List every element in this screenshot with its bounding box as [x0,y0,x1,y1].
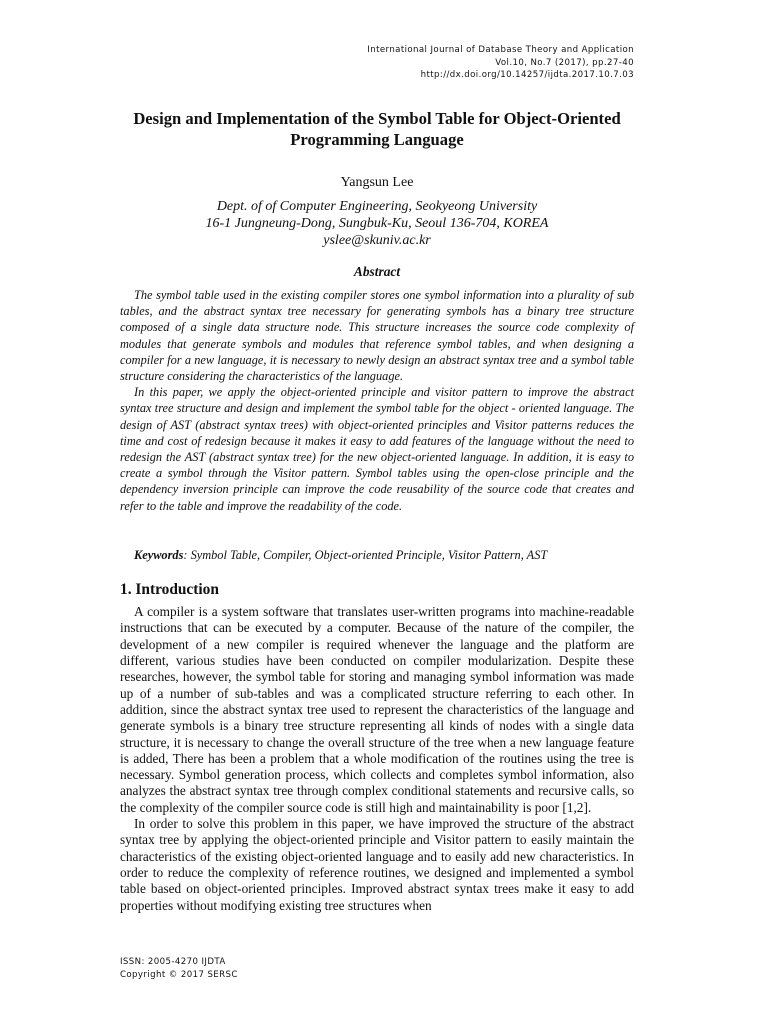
footer-copyright: Copyright © 2017 SERSC [120,970,238,980]
abstract-body [120,287,634,514]
footer-issn: ISSN: 2005-4270 IJDTA [120,957,226,967]
affiliation-address: 16-1 Jungneung-Dong, Sungbuk-Ku, Seoul 136-704, KOREA [205,216,549,232]
introduction-paragraph: A compiler is a system software that translates user-written programs into machine-readable instructions that can be executed by a computer. Because of the nature of the compiler, the development of a new compiler is required whenever the language and the platform are different, various studies have been conducted on compiler modularization. Despite these researches, however, the symbol table for storing and managing symbol information was made up of a number of sub-tables and was a complicated structure referring to each other. In addition, since the abstract syntax tree used to represent the characteristics of the language and generate symbols is a binary tree structure representing all kinds of nodes with a single data structure, it is necessary to change the overall structure of the tree when a new language feature is added, There has been a problem that a whole modification of the routines using the tree is necessary. Symbol generation process, which collects and completes symbol information, also analyzes the abstract syntax tree through complex conditional statements and recursive calls, so the complexity of the compiler source code is still high and maintainability is poor [1,2]. [120,604,634,815]
keywords-label: Keywords [134,548,184,562]
journal-header [367,44,634,82]
doi-link[interactable]: http://dx.doi.org/10.14257/ijdta.2017.10.7.03 [420,70,634,81]
author-affiliation [120,198,634,250]
keywords-list: : Symbol Table, Compiler, Object-oriented Principle, Visitor Pattern, AST [183,548,548,562]
abstract-heading: Abstract [353,264,401,279]
abstract-paragraph: The symbol table used in the existing compiler stores one symbol information into a plurality of sub tables, and the abstract syntax tree necessary for generating symbols has a binary tree structure composed of a single data structure node. This structure increases the source code complexity of modules that generate symbols and modules that reference symbol tables, and when designing a compiler for a new language, it is necessary to newly design an abstract syntax tree and a symbol table structure considering the characteristics of the language. [120,288,634,384]
affiliation-department: Dept. of of Computer Engineering, Seokyeong University [216,199,538,214]
journal-volume: Vol.10, No.7 (2017), pp.27-40 [495,57,634,68]
keywords [120,547,634,563]
abstract-paragraph: In this paper, we apply the object-oriented principle and visitor pattern to improve the abstract syntax tree structure and design and implement the symbol table for the object - oriented language. The design of AST (abstract syntax trees) with object-oriented principles and Visitor patterns reduces the time and cost of redesign because it makes it easy to add features of the language without the need to redesign the AST (abstract syntax tree) for the new object-oriented language. In addition, it is easy to create a symbol through the Visitor pattern. Symbol tables using the open-close principle and the dependency inversion principle can improve the code reusability of the source code that creates and refer to the table and improve the readability of the code. [120,385,634,513]
author-name: Yangsun Lee [340,175,414,190]
section-heading-introduction: 1. Introduction [120,581,219,598]
journal-name: International Journal of Database Theory and Application [367,45,634,55]
introduction-paragraph: In order to solve this problem in this paper, we have improved the structure of the abstract syntax tree by applying the object-oriented principle and Visitor pattern to easily maintain the characteristics of the existing object-oriented language and to easily add new characteristics. In order to reduce the complexity of reference routines, we designed and implemented a symbol table based on object-oriented principles. Improved abstract syntax trees make it easy to add properties without modifying existing tree structures when [120,816,634,913]
page-footer [120,956,238,982]
introduction-body [120,604,634,914]
author-email[interactable]: yslee@skuniv.ac.kr [323,233,431,249]
paper-title: Design and Implementation of the Symbol Table for Object-Oriented Programming Language [133,109,621,149]
